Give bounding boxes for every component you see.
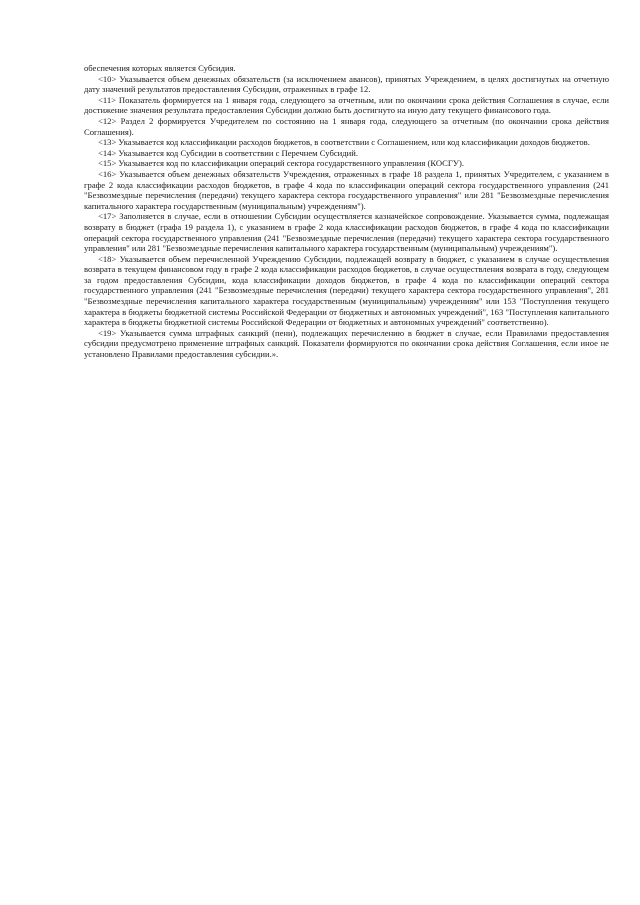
paragraph-continuation: обеспечения которых является Субсидия. <box>84 63 236 73</box>
footnote-14: <14> Указывается код Субсидии в соответствии с Перечнем Субсидий. <box>98 147 358 158</box>
footnote-18: <18> Указывается объем перечисленной Учреждению Субсидии, подлежащей возврату в бюджет, с указанием в случае осуществления возврата в текущем финансовом году в графе 2 кода классификации расходов бюджетов, в случае осуществления возврата в году, следующем за годом предоставления Субсидии, кода классификации доходов бюджетов, в графе 4 кода по классификации операций сектора государственного управления (241 "Безвозмездные перечисления (передачи) текущего характера сектора государственного управления", 281 "Безвозмездные перечисления капитального характера государственным (муниципальным) учреждениям" или 153 "Поступления текущего характера в бюджеты бюджетной системы Российской Федерации от бюджетных и автономных учреждений", 163 "Поступления капитального характера в бюджеты бюджетной системы Российской Федерации от бюджетных и автономных учреждений" соответственно). <box>84 253 609 328</box>
footnote-11: <11> Показатель формируется на 1 января года, следующего за отчетным, или по окончании срока действия Соглашения в случае, если достижение значения результата предоставления Субсидии должно быть достигнуто на иную дату текущего финансового года. <box>84 94 609 116</box>
footnote-12: <12> Раздел 2 формируется Учредителем по состоянию на 1 января года, следующего за отчетным (по окончании срока действия Соглашения). <box>84 115 609 137</box>
footnote-13: <13> Указывается код классификации расходов бюджетов, в соответствии с Соглашением, или код классификации доходов бюджетов. <box>98 137 590 148</box>
footnote-16: <16> Указывается объем денежных обязательств Учреждения, отраженных в графе 18 раздела 1, принятых Учредителем, с указанием в графе 2 кода классификации расходов бюджетов, в графе 4 кода по классификации операций сектора государственного управления (241 "Безвозмездные перечисления (передачи) текущего характера сектора государственного управления" или 281 "Безвозмездные перечисления капитального характера государственным (муниципальным) учреждениям"). <box>84 168 609 211</box>
footnote-17: <17> Заполняется в случае, если в отношении Субсидии осуществляется казначейское сопровождение. Указывается сумма, подлежащая возврату в бюджет (графа 19 раздела 1), с указанием в графе 2 кода классификации расходов бюджетов, в графе 4 кода по классификации операций сектора государственного управления (241 "Безвозмездные перечисления (передачи) текущего характера сектора государственного управления" или 281 "Безвозмездные перечисления капитального характера государственным (муниципальным) учреждениям"). <box>84 211 609 254</box>
footnote-15: <15> Указывается код по классификации операций сектора государственного управления (КОСГУ). <box>98 158 464 169</box>
footnote-19: <19> Указывается сумма штрафных санкций (пени), подлежащих перечислению в бюджет в случае, если Правилами предоставления субсидии предусмотрено применение штрафных санкций. Показатели формируются по окончании срока действия Соглашения, если иное не установлено Правилами предоставления субсидии.». <box>84 327 609 360</box>
document-page <box>84 63 609 360</box>
footnote-10: <10> Указывается объем денежных обязательств (за исключением авансов), принятых Учреждением, в целях достигнутых на отчетную дату значений результатов предоставления Субсидии, отраженных в графе 12. <box>84 73 609 95</box>
